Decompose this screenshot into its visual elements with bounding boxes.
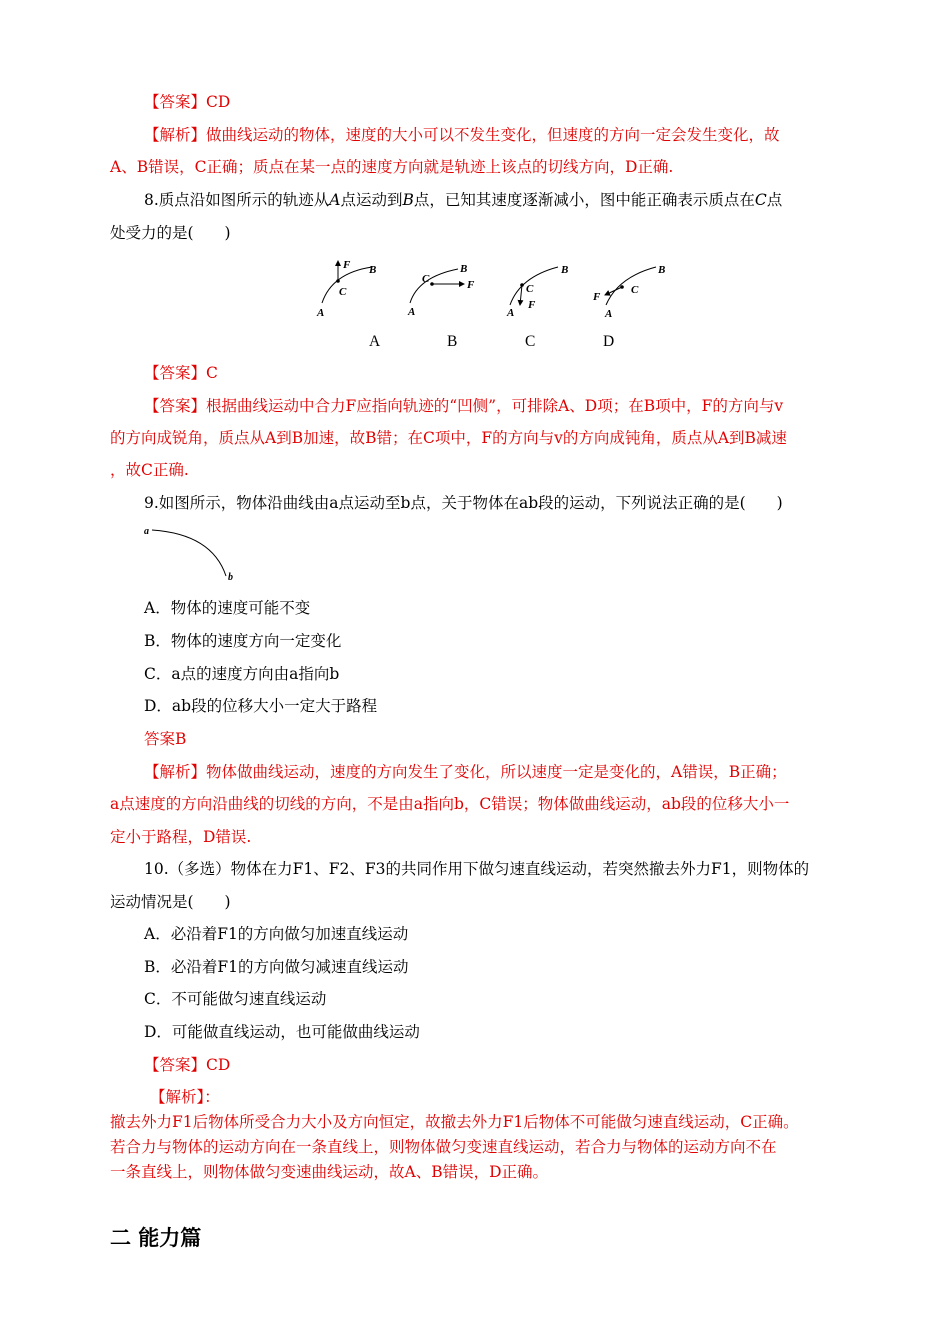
q8-diagram-a-label-c: C — [339, 286, 347, 298]
q8-analysis-line1: 【答案】根据曲线运动中合力F应指向轨迹的“凹侧”，可排除A、D项；在B项中，F的方向与v — [144, 397, 784, 415]
q10-analysis-head: 【解析】： — [150, 1088, 220, 1106]
q8-stem-point-c: C — [754, 191, 767, 209]
q8-diagram-c-label-a: A — [507, 307, 515, 319]
q8-option-a-label: A — [369, 333, 381, 350]
q9-figure-label-a: a — [144, 526, 149, 537]
q8-diagram-b-label-a: A — [408, 306, 416, 318]
q8-stem-text-4: 点 — [766, 191, 783, 209]
q8-diagram-c-label-c: C — [526, 283, 534, 295]
q8-diagram-c-label-f: F — [528, 299, 536, 311]
q8-analysis-line3: ，故C正确. — [110, 461, 189, 479]
q8-option-c-label: C — [525, 333, 536, 350]
q8-answer: 【答案】C — [144, 364, 218, 382]
q10-stem-line1: 10.（多选）物体在力F1、F2、F3的共同作用下做匀速直线运动，若突然撤去外力F1，则物体的 — [144, 860, 810, 878]
q10-option-b: B．必沿着F1的方向做匀减速直线运动 — [144, 958, 409, 976]
q8-stem-text-1: 8.质点沿如图所示的轨迹从 — [144, 191, 330, 209]
q10-option-c: C．不可能做匀速直线运动 — [144, 990, 327, 1008]
q10-analysis-line1: 撤去外力F1后物体所受合力大小及方向恒定，故撤去外力F1后物体不可能做匀速直线运动，C正确。 — [110, 1113, 799, 1131]
q8-diagram-d-label-f: F — [593, 291, 601, 303]
q9-analysis-line3: 定小于路程，D错误. — [110, 828, 252, 846]
q10-analysis-line3: 一条直线上，则物体做匀变速曲线运动，故A、B错误，D正确。 — [110, 1163, 549, 1181]
q8-diagram-d-label-a: A — [605, 308, 613, 320]
q8-diagram-d-label-b: B — [658, 264, 666, 276]
q8-diagram-a-label-a: A — [317, 307, 325, 319]
q9-analysis-line2: a点速度的方向沿曲线的切线的方向，不是由a指向b，C错误；物体做曲线运动，ab段的位移大小一 — [110, 795, 790, 813]
q8-option-b-label: B — [447, 333, 458, 350]
q8-diagram-b-label-f: F — [467, 279, 475, 291]
q8-stem-point-a: A — [329, 191, 341, 209]
q8-diagram-c — [506, 264, 568, 319]
q9-figure-label-b: b — [228, 572, 233, 583]
q8-diagram-b-label-b: B — [460, 263, 468, 275]
q8-diagram-a-label-f: F — [343, 259, 351, 271]
q7-answer: 【答案】CD — [144, 93, 231, 111]
q8-stem-point-b: B — [402, 191, 414, 209]
q10-answer: 【答案】CD — [144, 1056, 231, 1074]
q9-stem: 9.如图所示，物体沿曲线由a点运动至b点，关于物体在ab段的运动，下列说法正确的是( ) — [144, 494, 783, 512]
q10-analysis-line2: 若合力与物体的运动方向在一条直线上，则物体做匀变速直线运动，若合力与物体的运动方向不在 — [110, 1138, 777, 1156]
q8-diagram-a — [316, 259, 376, 319]
q8-stem-text-2: 点运动到 — [340, 191, 403, 209]
q9-analysis-line1: 【解析】物体做曲线运动，速度的方向发生了变化，所以速度一定是变化的，A错误，B正确； — [144, 763, 787, 781]
q8-diagram-b-label-c: C — [422, 273, 430, 285]
q9-option-a: A．物体的速度可能不变 — [144, 599, 311, 617]
q9-option-d: D．ab段的位移大小一定大于路程 — [144, 697, 378, 715]
q8-diagram-c-label-b: B — [561, 264, 569, 276]
q9-answer: 答案B — [144, 730, 187, 748]
q8-diagram-a-label-b: B — [369, 264, 377, 276]
q8-stem-line1 — [144, 190, 782, 210]
q8-diagram-d-label-c: C — [631, 284, 639, 296]
q10-option-d: D．可能做直线运动，也可能做曲线运动 — [144, 1023, 420, 1041]
q9-option-c: C．a点的速度方向由a指向b — [144, 665, 340, 683]
q8-figure — [300, 255, 680, 327]
q8-analysis-line2: 的方向成锐角，质点从A到B加速，故B错；在C项中，F的方向与v的方向成钝角，质点从A到B减速 — [110, 429, 787, 447]
q7-analysis-line1: 【解析】做曲线运动的物体，速度的大小可以不发生变化，但速度的方向一定会发生变化，故 — [144, 126, 780, 144]
q9-figure — [140, 520, 250, 586]
q8-diagram-d — [592, 264, 665, 320]
q9-option-b: B．物体的速度方向一定变化 — [144, 632, 342, 650]
q7-analysis-line2: A、B错误，C正确；质点在某一点的速度方向就是轨迹上该点的切线方向，D正确. — [110, 158, 674, 176]
q10-option-a: A．必沿着F1的方向做匀加速直线运动 — [144, 925, 409, 943]
section-heading: 二 能力篇 — [110, 1226, 202, 1250]
q10-stem-line2: 运动情况是( ) — [110, 893, 231, 911]
q8-stem-line2: 处受力的是( ) — [110, 224, 231, 242]
q8-stem-text-3: 点，已知其速度逐渐减小，图中能正确表示质点在 — [413, 191, 755, 209]
q8-diagram-b — [407, 263, 475, 318]
q8-option-d-label: D — [603, 333, 615, 350]
